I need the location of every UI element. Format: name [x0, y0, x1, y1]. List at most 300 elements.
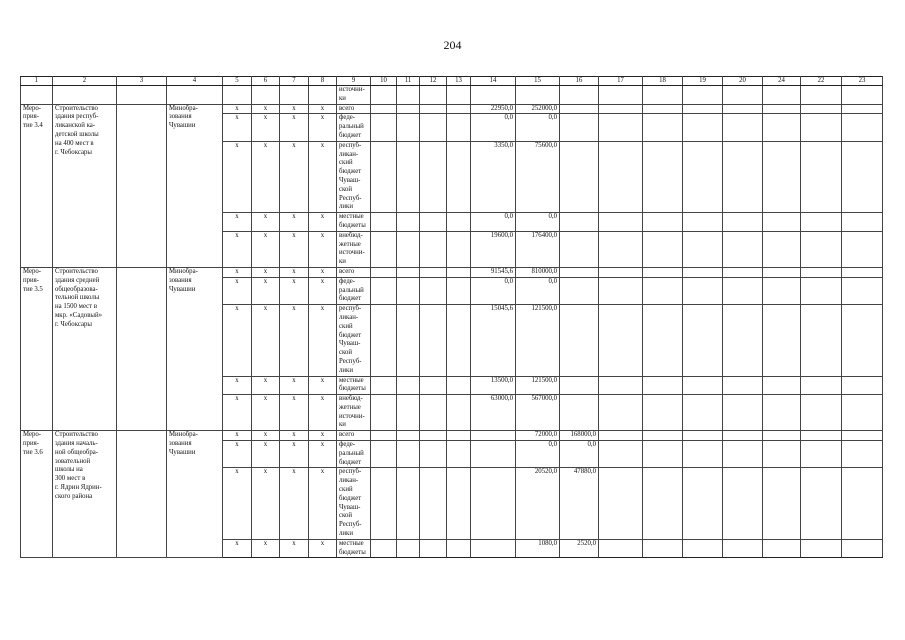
col3-cell — [117, 267, 167, 430]
empty-cell — [599, 395, 643, 431]
value-cell: 3350,0 — [471, 141, 516, 212]
empty-cell — [683, 376, 723, 395]
empty-cell — [763, 539, 801, 558]
empty-cell — [643, 395, 683, 431]
empty-cell — [397, 213, 420, 232]
empty-cell — [420, 376, 447, 395]
code-cell: x — [309, 213, 337, 232]
column-header: 10 — [371, 77, 397, 86]
column-header: 7 — [280, 77, 309, 86]
value-cell — [560, 395, 599, 431]
code-cell: x — [309, 539, 337, 558]
empty-cell — [842, 431, 883, 441]
code-cell: x — [309, 431, 337, 441]
empty-cell — [420, 86, 447, 105]
empty-cell — [683, 277, 723, 304]
column-header: 14 — [471, 77, 516, 86]
empty-cell — [599, 267, 643, 277]
executor-cell: Минобра- зования Чувашии — [167, 104, 223, 267]
empty-cell — [683, 431, 723, 441]
empty-cell — [447, 468, 471, 539]
empty-cell — [683, 267, 723, 277]
code-cell: x — [223, 277, 252, 304]
code-cell: x — [280, 104, 309, 114]
value-cell: 0,0 — [471, 213, 516, 232]
value-cell: 19600,0 — [471, 231, 516, 267]
code-cell: x — [309, 114, 337, 141]
empty-cell — [683, 86, 723, 105]
empty-cell — [371, 104, 397, 114]
empty-cell — [723, 376, 763, 395]
empty-cell — [420, 277, 447, 304]
code-cell: x — [309, 376, 337, 395]
empty-cell — [763, 441, 801, 468]
empty-cell — [371, 539, 397, 558]
empty-cell — [723, 305, 763, 376]
column-header: 8 — [309, 77, 337, 86]
empty-cell — [397, 277, 420, 304]
empty-cell — [53, 86, 117, 105]
empty-cell — [599, 431, 643, 441]
code-cell: x — [252, 141, 280, 212]
header-row — [21, 77, 883, 86]
table-row — [21, 104, 883, 114]
column-header: 15 — [516, 77, 560, 86]
table-row — [21, 431, 883, 441]
code-cell: x — [223, 267, 252, 277]
code-cell: x — [223, 104, 252, 114]
empty-cell — [397, 86, 420, 105]
value-cell — [560, 267, 599, 277]
empty-cell — [723, 213, 763, 232]
empty-cell — [167, 86, 223, 105]
value-cell — [560, 305, 599, 376]
code-cell: x — [223, 431, 252, 441]
empty-cell — [801, 267, 842, 277]
code-cell: x — [309, 141, 337, 212]
column-header: 3 — [117, 77, 167, 86]
empty-cell — [397, 539, 420, 558]
value-cell: 0,0 — [516, 213, 560, 232]
measure-title-cell: Строительство здания средней общеобразова- тельной школы на 1500 мест в мкр. «Садовый» г. Чебоксары — [53, 267, 117, 430]
empty-cell — [371, 141, 397, 212]
code-cell: x — [252, 468, 280, 539]
empty-cell — [599, 305, 643, 376]
code-cell: x — [280, 376, 309, 395]
value-cell: 0,0 — [516, 114, 560, 141]
value-cell: 168000,0 — [560, 431, 599, 441]
empty-cell — [643, 86, 683, 105]
empty-cell — [683, 539, 723, 558]
empty-cell — [801, 213, 842, 232]
budget-table — [20, 76, 883, 558]
empty-cell — [420, 539, 447, 558]
empty-cell — [447, 539, 471, 558]
empty-cell — [447, 114, 471, 141]
code-cell: x — [280, 277, 309, 304]
empty-cell — [371, 213, 397, 232]
value-cell: 15045,6 — [471, 305, 516, 376]
empty-cell — [723, 104, 763, 114]
empty-cell — [842, 441, 883, 468]
empty-cell — [599, 277, 643, 304]
column-header: 4 — [167, 77, 223, 86]
empty-cell — [643, 213, 683, 232]
empty-cell — [842, 267, 883, 277]
value-cell: 47880,0 — [560, 468, 599, 539]
code-cell: x — [223, 305, 252, 376]
code-cell: x — [280, 539, 309, 558]
code-cell: x — [252, 231, 280, 267]
empty-cell — [643, 376, 683, 395]
source-cell: всего — [337, 267, 371, 277]
empty-cell — [599, 441, 643, 468]
empty-cell — [397, 267, 420, 277]
code-cell: x — [309, 305, 337, 376]
empty-cell — [599, 104, 643, 114]
value-cell: 121500,0 — [516, 305, 560, 376]
measure-number-cell: Меро- прия- тие 3.6 — [21, 431, 53, 558]
empty-cell — [420, 267, 447, 277]
empty-cell — [371, 305, 397, 376]
empty-cell — [643, 539, 683, 558]
value-cell: 0,0 — [471, 114, 516, 141]
empty-cell — [643, 305, 683, 376]
empty-cell — [763, 267, 801, 277]
empty-cell — [801, 305, 842, 376]
empty-cell — [447, 267, 471, 277]
value-cell: 63000,0 — [471, 395, 516, 431]
code-cell: x — [223, 468, 252, 539]
value-cell: 20520,0 — [516, 468, 560, 539]
source-cell: местные бюджеты — [337, 376, 371, 395]
empty-cell — [420, 213, 447, 232]
source-cell: всего — [337, 104, 371, 114]
code-cell: x — [252, 431, 280, 441]
empty-cell — [683, 468, 723, 539]
empty-cell — [683, 213, 723, 232]
empty-cell — [397, 114, 420, 141]
empty-cell — [643, 431, 683, 441]
empty-cell — [420, 468, 447, 539]
column-header: 24 — [763, 77, 801, 86]
empty-cell — [763, 114, 801, 141]
value-cell: 75600,0 — [516, 141, 560, 212]
source-cell: респуб- ликан- ский бюджет Чуваш- ской Респуб- лики — [337, 305, 371, 376]
empty-cell — [763, 305, 801, 376]
empty-cell — [763, 431, 801, 441]
empty-cell — [599, 468, 643, 539]
empty-cell — [397, 431, 420, 441]
empty-cell — [723, 395, 763, 431]
source-cell: источни- ки — [337, 86, 371, 105]
empty-cell — [117, 86, 167, 105]
empty-cell — [643, 468, 683, 539]
column-header: 23 — [842, 77, 883, 86]
value-cell — [560, 376, 599, 395]
empty-cell — [371, 468, 397, 539]
empty-cell — [643, 267, 683, 277]
empty-cell — [683, 395, 723, 431]
empty-cell — [420, 431, 447, 441]
empty-cell — [723, 539, 763, 558]
value-cell: 121500,0 — [516, 376, 560, 395]
empty-cell — [371, 376, 397, 395]
value-cell — [471, 539, 516, 558]
empty-cell — [842, 305, 883, 376]
code-cell: x — [309, 468, 337, 539]
code-cell: x — [252, 376, 280, 395]
value-cell: 13500,0 — [471, 376, 516, 395]
empty-cell — [801, 376, 842, 395]
empty-cell — [763, 277, 801, 304]
column-header: 9 — [337, 77, 371, 86]
value-cell — [560, 231, 599, 267]
value-cell — [471, 441, 516, 468]
code-cell: x — [223, 213, 252, 232]
empty-cell — [223, 86, 252, 105]
empty-cell — [801, 395, 842, 431]
empty-cell — [763, 86, 801, 105]
code-cell: x — [309, 395, 337, 431]
measure-number-cell: Меро- прия- тие 3.4 — [21, 104, 53, 267]
empty-cell — [723, 114, 763, 141]
empty-cell — [599, 376, 643, 395]
empty-cell — [842, 395, 883, 431]
value-cell — [560, 114, 599, 141]
empty-cell — [723, 468, 763, 539]
empty-cell — [420, 305, 447, 376]
empty-cell — [683, 231, 723, 267]
empty-cell — [447, 395, 471, 431]
table-row — [21, 267, 883, 277]
source-cell: респуб- ликан- ский бюджет Чуваш- ской Респуб- лики — [337, 468, 371, 539]
column-header: 18 — [643, 77, 683, 86]
code-cell: x — [309, 441, 337, 468]
empty-cell — [397, 305, 420, 376]
empty-cell — [801, 468, 842, 539]
page-number: 204 — [443, 38, 462, 52]
empty-cell — [801, 441, 842, 468]
column-header: 16 — [560, 77, 599, 86]
empty-cell — [842, 539, 883, 558]
empty-cell — [447, 441, 471, 468]
value-cell: 567000,0 — [516, 395, 560, 431]
code-cell: x — [280, 441, 309, 468]
empty-cell — [842, 141, 883, 212]
empty-cell — [447, 213, 471, 232]
code-cell: x — [309, 104, 337, 114]
column-header: 22 — [801, 77, 842, 86]
empty-cell — [643, 231, 683, 267]
empty-cell — [371, 441, 397, 468]
empty-cell — [683, 441, 723, 468]
code-cell: x — [223, 441, 252, 468]
code-cell: x — [223, 376, 252, 395]
value-cell: 2520,0 — [560, 539, 599, 558]
empty-cell — [21, 86, 53, 105]
empty-cell — [560, 86, 599, 105]
column-header: 11 — [397, 77, 420, 86]
empty-cell — [599, 141, 643, 212]
empty-cell — [420, 141, 447, 212]
value-cell: 22950,0 — [471, 104, 516, 114]
empty-cell — [599, 114, 643, 141]
code-cell: x — [280, 305, 309, 376]
code-cell: x — [252, 277, 280, 304]
empty-cell — [842, 231, 883, 267]
empty-cell — [397, 104, 420, 114]
source-cell: местные бюджеты — [337, 539, 371, 558]
empty-cell — [763, 376, 801, 395]
source-cell: феде- ральный бюджет — [337, 441, 371, 468]
code-cell: x — [280, 141, 309, 212]
source-cell: феде- ральный бюджет — [337, 277, 371, 304]
code-cell: x — [309, 231, 337, 267]
empty-cell — [683, 114, 723, 141]
code-cell: x — [309, 267, 337, 277]
empty-cell — [516, 86, 560, 105]
value-cell — [560, 141, 599, 212]
code-cell: x — [252, 395, 280, 431]
value-cell — [471, 431, 516, 441]
empty-cell — [723, 86, 763, 105]
value-cell — [560, 213, 599, 232]
empty-cell — [723, 277, 763, 304]
empty-cell — [447, 104, 471, 114]
code-cell: x — [252, 539, 280, 558]
column-header: 13 — [447, 77, 471, 86]
source-cell: всего — [337, 431, 371, 441]
code-cell: x — [309, 277, 337, 304]
empty-cell — [447, 86, 471, 105]
col3-cell — [117, 431, 167, 558]
empty-cell — [599, 213, 643, 232]
measure-title-cell: Строительство здания респуб- ликанской ка- детской школы на 400 мест в г. Чебоксары — [53, 104, 117, 267]
empty-cell — [447, 277, 471, 304]
empty-cell — [420, 104, 447, 114]
empty-cell — [252, 86, 280, 105]
code-cell: x — [280, 395, 309, 431]
empty-cell — [723, 431, 763, 441]
value-cell: 0,0 — [516, 277, 560, 304]
empty-cell — [842, 114, 883, 141]
empty-cell — [842, 376, 883, 395]
code-cell: x — [252, 104, 280, 114]
empty-cell — [723, 141, 763, 212]
code-cell: x — [252, 267, 280, 277]
column-header: 17 — [599, 77, 643, 86]
code-cell: x — [223, 539, 252, 558]
empty-cell — [683, 305, 723, 376]
source-cell: внебюд- жетные источни- ки — [337, 395, 371, 431]
empty-cell — [420, 231, 447, 267]
empty-cell — [471, 86, 516, 105]
empty-cell — [643, 141, 683, 212]
source-cell: феде- ральный бюджет — [337, 114, 371, 141]
empty-cell — [643, 441, 683, 468]
empty-cell — [763, 468, 801, 539]
column-header: 12 — [420, 77, 447, 86]
empty-cell — [801, 277, 842, 304]
value-cell: 252000,0 — [516, 104, 560, 114]
empty-cell — [447, 376, 471, 395]
code-cell: x — [280, 213, 309, 232]
empty-cell — [397, 441, 420, 468]
code-cell: x — [280, 267, 309, 277]
col3-cell — [117, 104, 167, 267]
empty-cell — [643, 104, 683, 114]
code-cell: x — [223, 141, 252, 212]
empty-cell — [643, 277, 683, 304]
empty-cell — [801, 104, 842, 114]
empty-cell — [842, 213, 883, 232]
empty-cell — [371, 395, 397, 431]
empty-cell — [371, 114, 397, 141]
empty-cell — [763, 213, 801, 232]
empty-cell — [763, 231, 801, 267]
empty-cell — [842, 277, 883, 304]
empty-cell — [801, 539, 842, 558]
code-cell: x — [223, 231, 252, 267]
value-cell: 0,0 — [560, 441, 599, 468]
source-cell: местные бюджеты — [337, 213, 371, 232]
column-header: 6 — [252, 77, 280, 86]
empty-cell — [447, 141, 471, 212]
empty-cell — [447, 305, 471, 376]
measure-title-cell: Строительство здания началь- ной общеобра- зовательной школы на 300 мест в г. Ядрин Ядрин- ского района — [53, 431, 117, 558]
empty-cell — [683, 104, 723, 114]
code-cell: x — [223, 114, 252, 141]
value-cell: 176400,0 — [516, 231, 560, 267]
code-cell: x — [280, 431, 309, 441]
value-cell — [560, 277, 599, 304]
executor-cell: Минобра- зования Чувашии — [167, 267, 223, 430]
value-cell: 72000,0 — [516, 431, 560, 441]
empty-cell — [723, 231, 763, 267]
empty-cell — [371, 431, 397, 441]
empty-cell — [447, 231, 471, 267]
value-cell: 0,0 — [516, 441, 560, 468]
column-header: 1 — [21, 77, 53, 86]
code-cell: x — [252, 114, 280, 141]
empty-cell — [420, 395, 447, 431]
column-header: 20 — [723, 77, 763, 86]
empty-cell — [723, 441, 763, 468]
empty-cell — [371, 231, 397, 267]
value-cell — [471, 468, 516, 539]
empty-cell — [397, 468, 420, 539]
measure-number-cell: Меро- прия- тие 3.5 — [21, 267, 53, 430]
code-cell: x — [223, 395, 252, 431]
value-cell: 1080,0 — [516, 539, 560, 558]
empty-cell — [763, 104, 801, 114]
value-cell: 91545,6 — [471, 267, 516, 277]
empty-cell — [371, 267, 397, 277]
code-cell: x — [280, 114, 309, 141]
empty-cell — [599, 231, 643, 267]
empty-cell — [723, 267, 763, 277]
empty-cell — [842, 104, 883, 114]
empty-cell — [447, 431, 471, 441]
empty-cell — [309, 86, 337, 105]
empty-cell — [420, 441, 447, 468]
empty-cell — [371, 86, 397, 105]
empty-cell — [643, 114, 683, 141]
empty-cell — [397, 141, 420, 212]
column-header: 5 — [223, 77, 252, 86]
empty-cell — [801, 431, 842, 441]
